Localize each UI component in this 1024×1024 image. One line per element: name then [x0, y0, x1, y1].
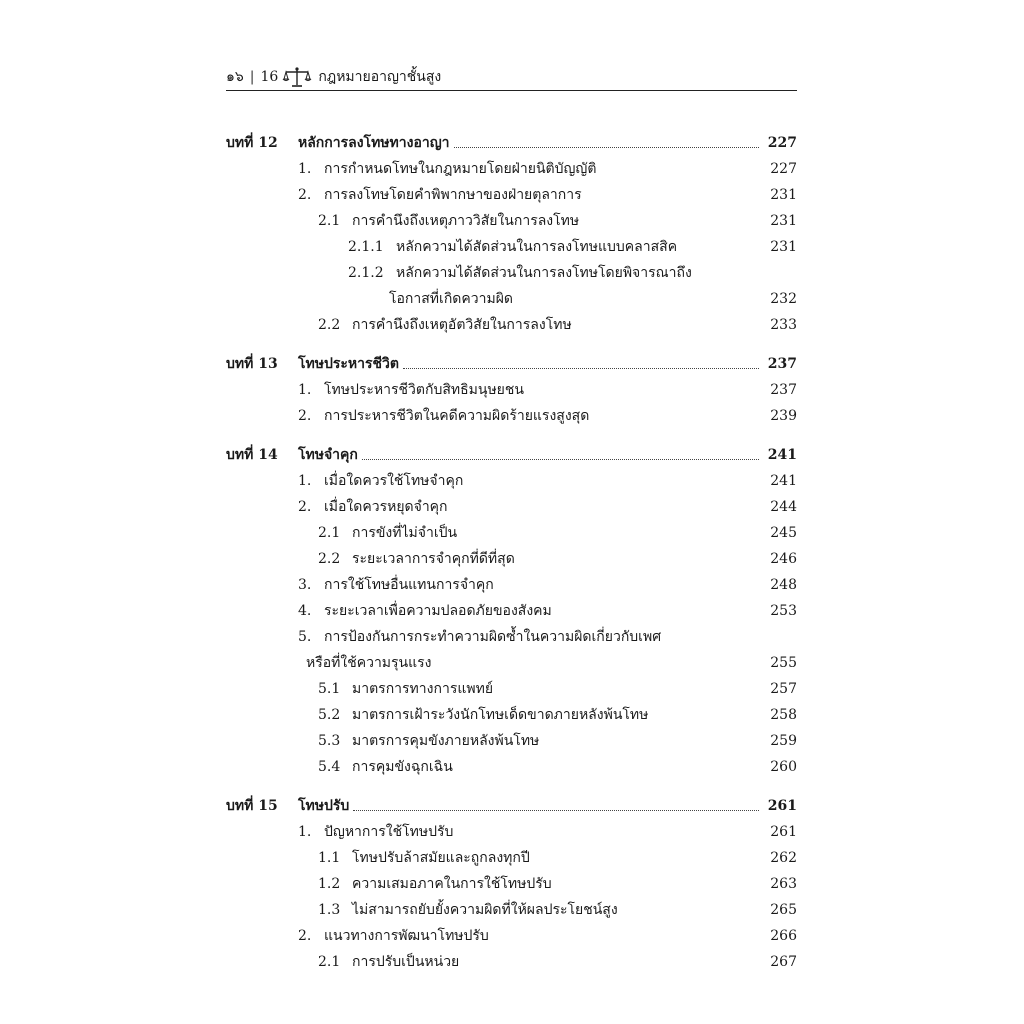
- section-number: 2.1.2: [348, 265, 384, 281]
- chapter-title: โทษประหารชีวิต: [298, 356, 399, 372]
- toc-entry-row: [226, 845, 797, 871]
- page-number: 231: [770, 187, 797, 203]
- section-title: หรือที่ใช้ความรุนแรง: [306, 655, 432, 671]
- section-title: มาตรการคุมขังภายหลังพ้นโทษ: [352, 733, 540, 749]
- toc-entry-row: [226, 897, 797, 923]
- section-title: มาตรการเฝ้าระวังนักโทษเด็ดขาดภายหลังพ้นโทษ: [352, 707, 649, 723]
- section-title: โอกาสที่เกิดความผิด: [389, 291, 514, 307]
- section-title: การลงโทษโดยคำพิพากษาของฝ่ายตุลาการ: [324, 187, 582, 203]
- toc-entry-row: [226, 702, 797, 728]
- chapter-number: บทที่ 14: [226, 447, 278, 463]
- section-title: หลักความได้สัดส่วนในการลงโทษโดยพิจารณาถึง: [396, 265, 692, 281]
- section-title: การกำหนดโทษในกฎหมายโดยฝ่ายนิติบัญญัติ: [324, 161, 597, 177]
- section-title: โทษปรับล้าสมัยและถูกลงทุกปี: [352, 850, 530, 866]
- page-number: 232: [770, 291, 797, 307]
- toc-entry-row: [226, 260, 797, 286]
- page-number: 265: [770, 902, 797, 918]
- section-title: ไม่สามารถยับยั้งความผิดที่ให้ผลประโยชน์สูง: [352, 902, 618, 918]
- page-number: 260: [770, 759, 797, 775]
- section-title: ความเสมอภาคในการใช้โทษปรับ: [352, 876, 552, 892]
- toc-entry-row: [226, 650, 797, 676]
- toc-entry-row: [226, 572, 797, 598]
- section-number: 2.: [298, 928, 312, 944]
- toc-entry-row: [226, 403, 797, 429]
- dot-leader: [353, 810, 759, 811]
- section-number: 2.2: [318, 317, 341, 333]
- section-number: 5.4: [318, 759, 341, 775]
- section-number: 2.1: [318, 525, 341, 541]
- section-number: 5.: [298, 629, 312, 645]
- toc-entry-row: [226, 156, 797, 182]
- section-title: การคำนึงถึงเหตุภาววิสัยในการลงโทษ: [352, 213, 580, 229]
- toc-chapter-row: [226, 793, 797, 819]
- section-number: 1.: [298, 382, 312, 398]
- page-number: 244: [770, 499, 797, 515]
- page-number: 245: [770, 525, 797, 541]
- toc-chapter-row: [226, 130, 797, 156]
- toc-entry-row: [226, 182, 797, 208]
- section-number: 5.1: [318, 681, 341, 697]
- toc-entry-row: [226, 819, 797, 845]
- page-number: 237: [770, 382, 797, 398]
- scales-of-justice-icon: [282, 66, 312, 88]
- toc-entry-row: [226, 624, 797, 650]
- page-number: 231: [770, 213, 797, 229]
- section-number: 2.: [298, 499, 312, 515]
- page-number: 241: [770, 473, 797, 489]
- toc-entry-row: [226, 208, 797, 234]
- section-number: 1.3: [318, 902, 341, 918]
- section-number: 3.: [298, 577, 312, 593]
- page-number: 261: [767, 798, 797, 814]
- toc-entry-row: [226, 728, 797, 754]
- page-number: 248: [770, 577, 797, 593]
- toc-entry-row: [226, 286, 797, 312]
- chapter-title: หลักการลงโทษทางอาญา: [298, 135, 450, 151]
- dot-leader: [362, 459, 759, 460]
- header-separator: |: [249, 69, 255, 85]
- toc-entry-row: [226, 754, 797, 780]
- toc-chapter-row: [226, 351, 797, 377]
- page-number: 233: [770, 317, 797, 333]
- dot-leader: [454, 147, 759, 148]
- page-number: 227: [770, 161, 797, 177]
- section-number: 5.2: [318, 707, 341, 723]
- toc-entry-row: [226, 598, 797, 624]
- section-title: การใช้โทษอื่นแทนการจำคุก: [324, 577, 494, 593]
- page-number: 267: [770, 954, 797, 970]
- section-title: หลักความได้สัดส่วนในการลงโทษแบบคลาสสิค: [396, 239, 678, 255]
- toc-entry-row: [226, 377, 797, 403]
- page-number: 239: [770, 408, 797, 424]
- book-title: กฎหมายอาญาชั้นสูง: [318, 69, 442, 85]
- page-number: 266: [770, 928, 797, 944]
- dot-leader: [403, 368, 759, 369]
- section-number: 1.: [298, 473, 312, 489]
- section-title: ระยะเวลาเพื่อความปลอดภัยของสังคม: [324, 603, 552, 619]
- chapter-title: โทษจำคุก: [298, 447, 358, 463]
- page-number: 257: [770, 681, 797, 697]
- page-number: 231: [770, 239, 797, 255]
- section-number: 1.: [298, 824, 312, 840]
- chapter-number: บทที่ 15: [226, 798, 278, 814]
- section-title: มาตรการทางการแพทย์: [352, 681, 494, 697]
- section-title: การขังที่ไม่จำเป็น: [352, 525, 458, 541]
- page-number: 255: [770, 655, 797, 671]
- section-title: การป้องกันการกระทำความผิดซ้ำในความผิดเกี่ยวกับเพศ: [324, 629, 662, 645]
- section-number: 5.3: [318, 733, 341, 749]
- page-number: 258: [770, 707, 797, 723]
- page-number: 263: [770, 876, 797, 892]
- toc-entry-row: [226, 234, 797, 260]
- section-title: เมื่อใดควรใช้โทษจำคุก: [324, 473, 464, 489]
- section-number: 2.: [298, 187, 312, 203]
- section-title: ปัญหาการใช้โทษปรับ: [324, 824, 454, 840]
- section-title: แนวทางการพัฒนาโทษปรับ: [324, 928, 489, 944]
- section-number: 2.: [298, 408, 312, 424]
- section-number: 2.1: [318, 954, 341, 970]
- page-number: 237: [767, 356, 797, 372]
- toc-entry-row: [226, 676, 797, 702]
- toc-entry-row: [226, 871, 797, 897]
- page-number: 261: [770, 824, 797, 840]
- section-number: 2.1: [318, 213, 341, 229]
- section-title: การคุมขังฉุกเฉิน: [352, 759, 453, 775]
- page-number: 253: [770, 603, 797, 619]
- section-title: เมื่อใดควรหยุดจำคุก: [324, 499, 448, 515]
- section-number: 2.1.1: [348, 239, 384, 255]
- section-title: การประหารชีวิตในคดีความผิดร้ายแรงสูงสุด: [324, 408, 590, 424]
- chapter-number: บทที่ 13: [226, 356, 278, 372]
- section-title: โทษประหารชีวิตกับสิทธิมนุษยชน: [324, 382, 524, 398]
- toc-entry-row: [226, 949, 797, 975]
- chapter-number: บทที่ 12: [226, 135, 278, 151]
- section-number: 1.: [298, 161, 312, 177]
- section-title: ระยะเวลาการจำคุกที่ดีที่สุด: [352, 551, 515, 567]
- page-number: 16: [260, 69, 279, 85]
- section-number: 1.1: [318, 850, 341, 866]
- toc-entry-row: [226, 546, 797, 572]
- page-number: 262: [770, 850, 797, 866]
- chapter-title: โทษปรับ: [298, 798, 350, 814]
- page-number: 227: [767, 135, 797, 151]
- toc-entry-row: [226, 312, 797, 338]
- section-title: การปรับเป็นหน่วย: [352, 954, 460, 970]
- page-number: 259: [770, 733, 797, 749]
- toc-entry-row: [226, 468, 797, 494]
- section-number: 1.2: [318, 876, 341, 892]
- toc-entry-row: [226, 923, 797, 949]
- section-number: 2.2: [318, 551, 341, 567]
- toc-entry-row: [226, 520, 797, 546]
- toc-entry-row: [226, 494, 797, 520]
- page-header: [226, 64, 797, 91]
- section-title: การคำนึงถึงเหตุอัตวิสัยในการลงโทษ: [352, 317, 572, 333]
- thai-page-number: ๑๖: [226, 69, 244, 85]
- page-number: 241: [767, 447, 797, 463]
- page-number: 246: [770, 551, 797, 567]
- section-number: 4.: [298, 603, 312, 619]
- toc-chapter-row: [226, 442, 797, 468]
